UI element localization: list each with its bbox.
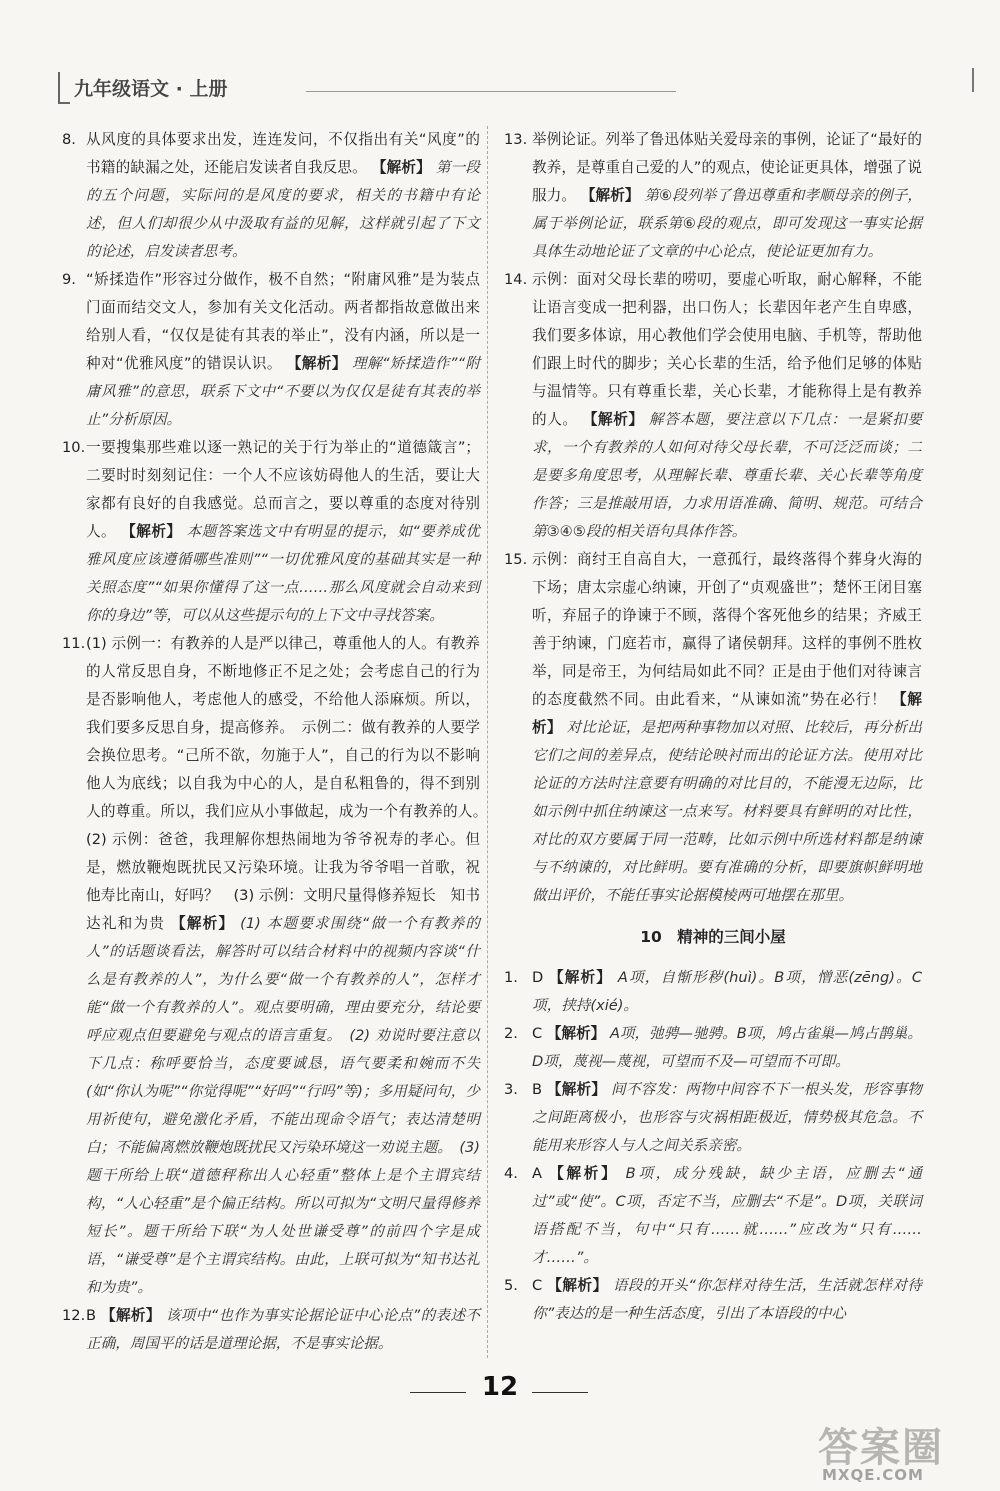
analysis-tag: 【解析】 bbox=[532, 691, 923, 736]
analysis-text: 第⑥段列举了鲁迅尊重和孝顺母亲的例子，属于举例论证，联系第⑥段的观点，即可发现这一事实论据具体生动地论证了文章的中心论点，使论证更加有力。 bbox=[532, 187, 922, 260]
item-number: 5. bbox=[504, 1277, 518, 1294]
section-item-5 bbox=[504, 1272, 922, 1328]
watermark-logo bbox=[818, 1416, 978, 1486]
right-column bbox=[504, 126, 922, 1328]
analysis-tag: 【解析】 bbox=[549, 969, 613, 986]
answer-item-10 bbox=[62, 434, 480, 630]
analysis-tag: 【解析】 bbox=[371, 159, 431, 176]
item-number: 4. bbox=[504, 1165, 518, 1182]
answer-text: 示例：面对父母长辈的唠叨，要虚心听取，耐心解释，不能让语言变成一把利器，出口伤人；长辈因年老产生自卑感，我们要多体谅，用心教他们学会使用电脑、手机等，帮助他们跟上时代的脚步；关心长辈的生活，给予他们足够的体贴与温情等。只有尊重长辈，关心长辈，才能称得上是有教养的人。 bbox=[532, 271, 922, 428]
page-footer bbox=[0, 1372, 1000, 1412]
analysis-text: 间不容发：两物中间容不下一根头发，形容事物之间距离极小，也形容与灾祸相距极近，情势极其危急。不能用来形容人与人之间关系亲密。 bbox=[532, 1081, 923, 1154]
item-number: 15. bbox=[504, 551, 528, 568]
watermark-logo-text: 答案圈 bbox=[818, 1425, 944, 1471]
column-divider bbox=[487, 126, 488, 1358]
analysis-text: 该项中“也作为事实论据论证中心论点”的表述不正确，周国平的话是道理论据，不是事实论据。 bbox=[86, 1307, 480, 1352]
item-number: 11. bbox=[62, 635, 86, 652]
answer-item-11 bbox=[62, 630, 495, 1302]
answer-text: 从风度的具体要求出发，连连发问，不仅指出有关“风度”的书籍的缺漏之处，还能启发读者自我反思。 bbox=[86, 131, 480, 176]
analysis-tag: 【解析】 bbox=[549, 1165, 619, 1182]
answer-text: B bbox=[86, 1307, 97, 1324]
footer-rule-right bbox=[532, 1392, 588, 1393]
analysis-text: A项，自惭形秽(huì)。B项，憎恶(zēng)。C项，挟持(xié)。 bbox=[532, 969, 923, 1014]
analysis-tag: 【解析】 bbox=[547, 1277, 608, 1294]
section-title: 10 精神的三间小屋 bbox=[640, 928, 786, 946]
analysis-text: B项，成分残缺，缺少主语，应删去“通过”或“使”。C项，否定不当，应删去“不是”。D项，关联词语搭配不当，句中“只有……就……”应改为“只有……才……”。 bbox=[532, 1165, 922, 1266]
answer-text: C bbox=[532, 1277, 543, 1294]
page-header bbox=[58, 70, 638, 106]
item-number: 14. bbox=[504, 271, 528, 288]
answer-text: 一要搜集那些难以逐一熟记的关于行为举止的“道德箴言”；二要时时刻刻记住：一个人不应该妨碍他人的生活，要让大家都有良好的自我感觉。总而言之，要以尊重的态度对待别人。 bbox=[86, 439, 480, 540]
answer-text: “矫揉造作”形容过分做作，极不自然；“附庸风雅”是为装点门面而结交文人，参加有关文化活动。两者都指故意做出来给别人看，“仅仅是徒有其表的举止”，没有内涵，所以是一种对“优雅风度”的错误认识。 bbox=[86, 271, 480, 372]
watermark-logo-url: MXQE.COM bbox=[822, 1466, 924, 1484]
analysis-tag: 【解析】 bbox=[582, 411, 644, 428]
analysis-tag: 【解析】 bbox=[580, 187, 640, 204]
analysis-text: 理解“矫揉造作”“附庸风雅”的意思，联系下文中“不要以为仅仅是徒有其表的举止”分析原因。 bbox=[86, 355, 481, 428]
section-item-3 bbox=[504, 1076, 922, 1160]
item-number: 13. bbox=[504, 131, 528, 148]
header-bracket bbox=[58, 72, 70, 104]
item-number: 3. bbox=[504, 1081, 518, 1098]
item-number: 2. bbox=[504, 1025, 518, 1042]
analysis-text: (1) 本题要求围绕“做一个有教养的人”的话题谈看法，解答时可以结合材料中的视频内容谈“什么是有教养的人”，为什么要“做一个有教养的人”，怎样才能“做一个有教养的人”。观点要明确，理由要充分，结论要呼应观点但要避免与观点的语言重复。 (2) 劝说时要注意以下几点：称呼要恰当，态度要诚恳，语气要柔和婉而不失(如“你认为呢”“你觉得呢”“好吗”“行吗”等)；多用疑问句，少用祈使句，避免激化矛盾，不能出现命令语气；表达清楚明白；不能偏离燃放鞭炮既扰民又污染环境这一劝说主题。 (3) 题干所给上联“道德秤称出人心轻重”整体上是个主谓宾结构，“人心轻重”是个偏正结构。所以可拟为“文明尺量得修养短长”。题干所给下联“为人处世谦受尊”的前四个字是成语，“谦受尊”是个主谓宾结构。由此，上联可拟为“知书达礼和为贵”。 bbox=[86, 915, 480, 1296]
analysis-text: A项，弛骋—驰骋。B项，鸠占雀巢—鸠占鹊巢。D项，蔑视—蔑视，可望而不及—可望而不可即。 bbox=[532, 1025, 923, 1070]
item-number: 12. bbox=[62, 1307, 86, 1324]
answer-text: D bbox=[532, 969, 544, 986]
analysis-text: 解答本题，要注意以下几点：一是紧扣要求，一个有教养的人如何对待父母长辈，不可泛泛而谈；二是要多角度思考，从理解长辈、尊重长辈、关心长辈等角度作答；三是推敲用语，力求用语准确、简明、规范。可结合第③④⑤段的相关语句具体作答。 bbox=[532, 411, 922, 540]
analysis-text: 语段的开头“你怎样对待生活，生活就怎样对待你”表达的是一种生活态度，引出了本语段的中心 bbox=[532, 1277, 923, 1322]
item-number: 9. bbox=[62, 271, 76, 288]
answer-text: C bbox=[532, 1025, 543, 1042]
section-item-2 bbox=[504, 1020, 922, 1076]
header-title: 九年级语文 · 上册 bbox=[74, 78, 228, 100]
answer-text: (1) 示例一：有教养的人是严以律己，尊重他人的人。有教养的人常反思自身，不断地修正不足之处；会考虑自己的行为是否影响他人，考虑他人的感受，不给他人添麻烦。所以，我们要多反思自身，提高修养。 示例二：做有教养的人要学会换位思考。“己所不欲，勿施于人”，自己的行为以不影响他人为底线；以自我为中心的人，是自私粗鲁的，得不到别人的尊重。所以，我们应从小事做起，成为一个有教养的人。 (2) 示例：爸爸，我理解你想热闹地为爷爷祝寿的孝心。但是，燃放鞭炮既扰民又污染环境。让我为爷爷唱一首歌，祝他寿比南山，好吗？ (3) 示例：文明尺量得修养短长 知书达礼和为贵 bbox=[86, 635, 495, 932]
item-number: 10. bbox=[62, 439, 86, 456]
analysis-tag: 【解析】 bbox=[546, 1081, 607, 1098]
item-number: 8. bbox=[62, 131, 76, 148]
item-number: 1. bbox=[504, 969, 518, 986]
analysis-tag: 【解析】 bbox=[121, 523, 182, 540]
corner-mark bbox=[972, 68, 974, 92]
left-column bbox=[62, 126, 495, 1358]
answer-item-9 bbox=[62, 266, 480, 434]
analysis-text: 对比论证，是把两种事物加以对照、比较后，再分析出它们之间的差异点，使结论映衬而出的论证方法。使用对比论证的方法时注意要有明确的对比目的，不能漫无边际，比如示例中抓住纳谏这一点来写。材料要具有鲜明的对比性，对比的双方要属于同一范畴，比如示例中所选材料都是纳谏与不纳谏的，对比鲜明。要有准确的分析，即要旗帜鲜明地做出评价，不能任事实论据模棱两可地摆在那里。 bbox=[532, 719, 922, 904]
section-item-4 bbox=[504, 1160, 922, 1272]
analysis-text: 第一段的五个问题，实际问的是风度的要求，相关的书籍中有论述，但人们却很少从中汲取有益的见解，这样就引起了下文的论述，启发读者思考。 bbox=[86, 159, 480, 260]
analysis-tag: 【解析】 bbox=[171, 915, 235, 932]
answer-item-8 bbox=[62, 126, 480, 266]
analysis-tag: 【解析】 bbox=[101, 1307, 161, 1324]
analysis-text: 本题答案选文中有明显的提示，如“要养成优雅风度应该遵循哪些准则”“一切优雅风度的基础其实是一种关照态度”“如果你懂得了这一点……那么风度就会自动来到你的身边”等，可以从这些提示句的上下文中寻找答案。 bbox=[86, 523, 481, 624]
answer-text: B bbox=[532, 1081, 543, 1098]
section-item-1 bbox=[504, 964, 922, 1020]
answer-text: 示例：商纣王自高自大，一意孤行，最终落得个葬身火海的下场；唐太宗虚心纳谏，开创了“贞观盛世”；楚怀王闭目塞听，弃屈子的诤谏于不顾，落得个客死他乡的结果；齐威王善于纳谏，门庭若市，赢得了诸侯朝拜。这样的事例不胜枚举，同是帝王，为何结局如此不同？正是由于他们对待谏言的态度截然不同。由此看来，“从谏如流”势在必行！ bbox=[532, 551, 922, 708]
footer-rule-left bbox=[410, 1392, 466, 1393]
answer-item-13 bbox=[504, 126, 922, 266]
analysis-tag: 【解析】 bbox=[546, 1025, 606, 1042]
answer-item-14 bbox=[504, 266, 922, 546]
answer-item-12 bbox=[62, 1302, 480, 1358]
answer-text: A bbox=[532, 1165, 542, 1182]
analysis-tag: 【解析】 bbox=[286, 355, 347, 372]
page-number: 12 bbox=[481, 1372, 519, 1402]
answer-text: 举例论证。列举了鲁迅体贴关爱母亲的事例，论证了“最好的教养，是尊重自己爱的人”的观点，使论证更具体，增强了说服力。 bbox=[532, 131, 922, 204]
answer-item-15 bbox=[504, 546, 922, 910]
header-rule bbox=[306, 91, 676, 92]
